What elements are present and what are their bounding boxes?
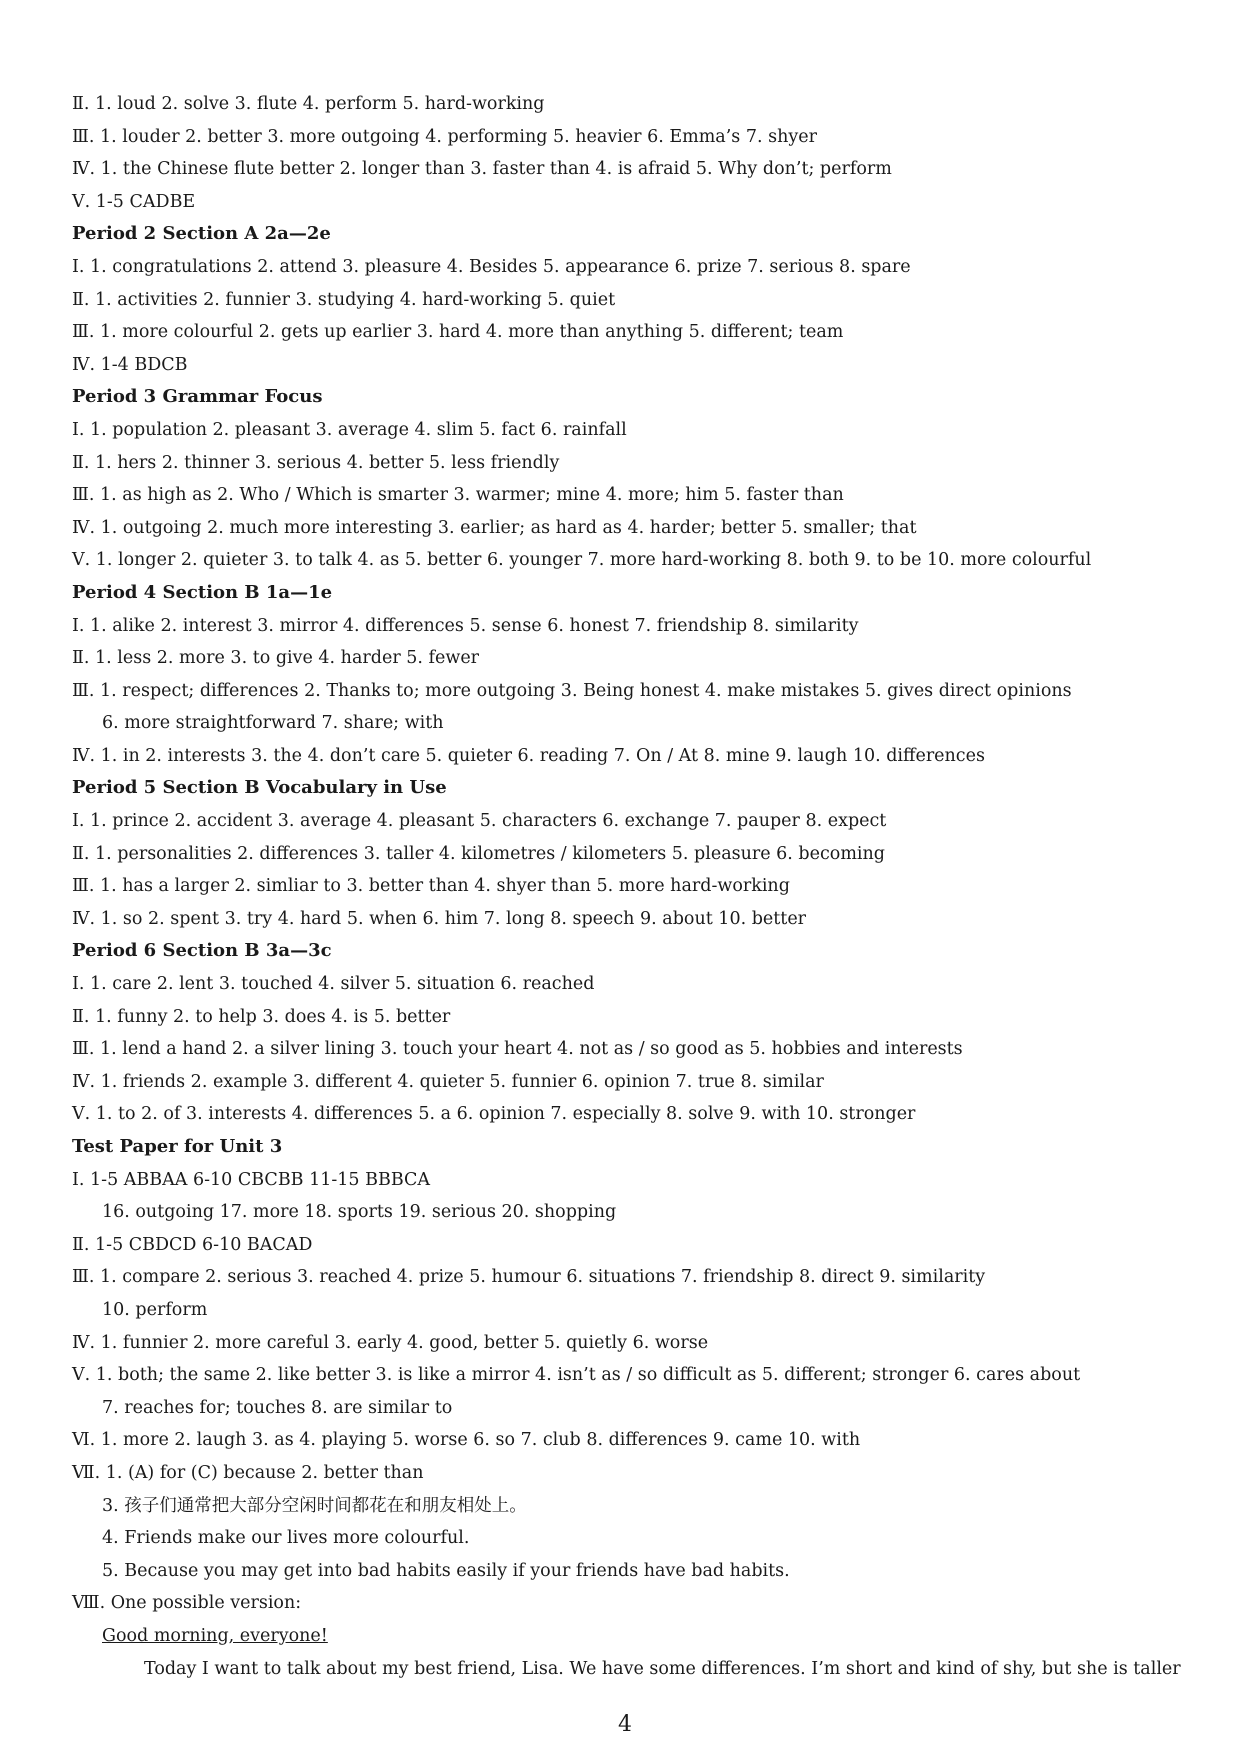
answer-line	[72, 1033, 1182, 1066]
section-heading	[72, 935, 1182, 968]
line-text: Ⅳ. 1. so 2. spent 3. try 4. hard 5. when 6. him 7. long 8. speech 9. about 10. better	[72, 908, 807, 929]
answer-line	[72, 1294, 1182, 1327]
answer-line	[72, 903, 1182, 936]
line-text: Ⅳ. 1. in 2. interests 3. the 4. don’t care 5. quieter 6. reading 7. On / At 8. mine 9. laugh 10. differences	[72, 745, 985, 766]
line-text: Ⅲ. 1. compare 2. serious 3. reached 4. prize 5. humour 6. situations 7. friendship 8. direct 9. similarity	[72, 1267, 986, 1288]
answer-line	[72, 153, 1182, 186]
section-heading	[72, 381, 1182, 414]
line-text: Today I want to talk about my best friend, Lisa. We have some differences. I’m short and kind of shy, but she is taller	[144, 1658, 1181, 1679]
answer-line	[72, 1196, 1182, 1229]
answer-line	[72, 316, 1182, 349]
line-text: Ⅰ. 1. alike 2. interest 3. mirror 4. differences 5. sense 6. honest 7. friendship 8. similarity	[72, 615, 859, 636]
answer-line	[72, 1164, 1182, 1197]
answer-line	[72, 642, 1182, 675]
line-text: Ⅶ. 1. (A) for (C) because 2. better than	[72, 1462, 424, 1483]
answer-line	[72, 544, 1182, 577]
line-text: Ⅴ. 1. longer 2. quieter 3. to talk 4. as 5. better 6. younger 7. more hard-working 8. both 9. to be 10. more colourful	[72, 550, 1092, 571]
line-text: Ⅳ. 1. friends 2. example 3. different 4. quieter 5. funnier 6. opinion 7. true 8. similar	[72, 1071, 824, 1092]
line-text: Test Paper for Unit 3	[72, 1136, 283, 1157]
line-text: Ⅱ. 1. activities 2. funnier 3. studying 4. hard-working 5. quiet	[72, 289, 616, 310]
line-text: Ⅲ. 1. louder 2. better 3. more outgoing 4. performing 5. heavier 6. Emma’s 7. shyer	[72, 126, 817, 147]
answer-line	[72, 1620, 1182, 1653]
line-text: Ⅰ. 1. prince 2. accident 3. average 4. pleasant 5. characters 6. exchange 7. pauper 8. expect	[72, 811, 887, 832]
answer-line	[72, 1001, 1182, 1034]
line-text: Ⅱ. 1-5 CBDCD 6-10 BACAD	[72, 1234, 313, 1255]
line-text: Ⅲ. 1. more colourful 2. gets up earlier 3. hard 4. more than anything 5. different; team	[72, 322, 844, 343]
answer-line	[72, 1424, 1182, 1457]
line-text: Period 3 Grammar Focus	[72, 386, 323, 408]
line-text: Ⅳ. 1-4 BDCB	[72, 354, 188, 375]
line-text: 5. Because you may get into bad habits easily if your friends have bad habits.	[102, 1560, 790, 1581]
line-text: Ⅰ. 1. population 2. pleasant 3. average 4. slim 5. fact 6. rainfall	[72, 419, 627, 440]
line-text: 7. reaches for; touches 8. are similar to	[102, 1397, 453, 1418]
section-heading	[72, 1131, 1182, 1164]
answer-line	[72, 968, 1182, 1001]
line-text: Ⅲ. 1. respect; differences 2. Thanks to; more outgoing 3. Being honest 4. make mistakes 5. gives direct opinions	[72, 680, 1072, 701]
answer-line	[72, 1522, 1182, 1555]
answer-line	[72, 1261, 1182, 1294]
line-text: Period 6 Section B 3a—3c	[72, 940, 332, 962]
answer-line	[72, 1653, 1182, 1686]
line-text: Good morning, everyone!	[102, 1625, 328, 1646]
line-text: Ⅳ. 1. funnier 2. more careful 3. early 4. good, better 5. quietly 6. worse	[72, 1332, 709, 1353]
line-text: 16. outgoing 17. more 18. sports 19. serious 20. shopping	[102, 1202, 617, 1223]
answer-line	[72, 610, 1182, 643]
line-text: Period 2 Section A 2a—2e	[72, 223, 331, 245]
answer-line	[72, 186, 1182, 219]
line-text: Ⅳ. 1. the Chinese flute better 2. longer than 3. faster than 4. is afraid 5. Why don’t; perform	[72, 159, 892, 180]
answer-line	[72, 1555, 1182, 1588]
line-text: Ⅰ. 1-5 ABBAA 6-10 CBCBB 11-15 BBBCA	[72, 1169, 431, 1190]
line-text: Ⅲ. 1. lend a hand 2. a silver lining 3. touch your heart 4. not as / so good as 5. hobbies and interests	[72, 1039, 963, 1060]
answer-line	[72, 1327, 1182, 1360]
answer-line	[72, 349, 1182, 382]
answer-line	[72, 1490, 1182, 1523]
answer-line	[72, 1392, 1182, 1425]
line-text: Ⅴ. 1-5 CADBE	[72, 191, 196, 212]
section-heading	[72, 218, 1182, 251]
answer-line	[72, 479, 1182, 512]
answer-line	[72, 838, 1182, 871]
answer-line	[72, 805, 1182, 838]
line-text: Period 5 Section B Vocabulary in Use	[72, 777, 447, 799]
line-text: Ⅵ. 1. more 2. laugh 3. as 4. playing 5. worse 6. so 7. club 8. differences 9. came 10. with	[72, 1430, 861, 1451]
line-text: 4. Friends make our lives more colourful.	[102, 1528, 470, 1549]
answer-lines	[72, 88, 1182, 1685]
line-text: Ⅱ. 1. funny 2. to help 3. does 4. is 5. better	[72, 1006, 451, 1027]
answer-line	[72, 1229, 1182, 1262]
answer-line	[72, 1098, 1182, 1131]
answer-line	[72, 251, 1182, 284]
answer-line	[72, 1457, 1182, 1490]
line-text: Ⅷ. One possible version:	[72, 1593, 302, 1614]
line-text: Ⅱ. 1. less 2. more 3. to give 4. harder 5. fewer	[72, 648, 480, 669]
answer-line	[72, 870, 1182, 903]
section-heading	[72, 772, 1182, 805]
line-text: Ⅲ. 1. as high as 2. Who / Which is smarter 3. warmer; mine 4. more; him 5. faster than	[72, 485, 844, 506]
line-text: 6. more straightforward 7. share; with	[102, 713, 444, 734]
answer-line	[72, 1587, 1182, 1620]
answer-line	[72, 740, 1182, 773]
answer-line	[72, 121, 1182, 154]
line-text: Ⅲ. 1. has a larger 2. simliar to 3. better than 4. shyer than 5. more hard-working	[72, 876, 790, 897]
line-text: Ⅳ. 1. outgoing 2. much more interesting 3. earlier; as hard as 4. harder; better 5. smaller; that	[72, 517, 917, 538]
answer-line	[72, 707, 1182, 740]
line-text: Ⅴ. 1. both; the same 2. like better 3. is like a mirror 4. isn’t as / so difficult as 5. different; stronger 6. cares about	[72, 1365, 1081, 1386]
answer-line	[72, 1359, 1182, 1392]
line-text: 3. 孩子们通常把大部分空闲时间都花在和朋友相处上。	[102, 1495, 527, 1516]
line-text: Ⅱ. 1. hers 2. thinner 3. serious 4. better 5. less friendly	[72, 452, 560, 473]
answer-line	[72, 447, 1182, 480]
line-text: Ⅱ. 1. personalities 2. differences 3. taller 4. kilometres / kilometers 5. pleasure 6. becoming	[72, 843, 885, 864]
answer-line	[72, 512, 1182, 545]
answer-line	[72, 414, 1182, 447]
line-text: Ⅱ. 1. loud 2. solve 3. flute 4. perform 5. hard-working	[72, 94, 545, 114]
answer-line	[72, 284, 1182, 317]
line-text: Ⅰ. 1. congratulations 2. attend 3. pleasure 4. Besides 5. appearance 6. prize 7. serious 8. spare	[72, 256, 911, 277]
answer-line	[72, 88, 1182, 121]
line-text: Ⅰ. 1. care 2. lent 3. touched 4. silver 5. situation 6. reached	[72, 974, 595, 995]
section-heading	[72, 577, 1182, 610]
answer-line	[72, 1066, 1182, 1099]
line-text: 10. perform	[102, 1299, 208, 1320]
line-text: Period 4 Section B 1a—1e	[72, 581, 333, 603]
page-number: 4	[618, 1712, 632, 1737]
answer-line	[72, 675, 1182, 708]
line-text: Ⅴ. 1. to 2. of 3. interests 4. differences 5. a 6. opinion 7. especially 8. solve 9. with 10. stronger	[72, 1104, 916, 1125]
